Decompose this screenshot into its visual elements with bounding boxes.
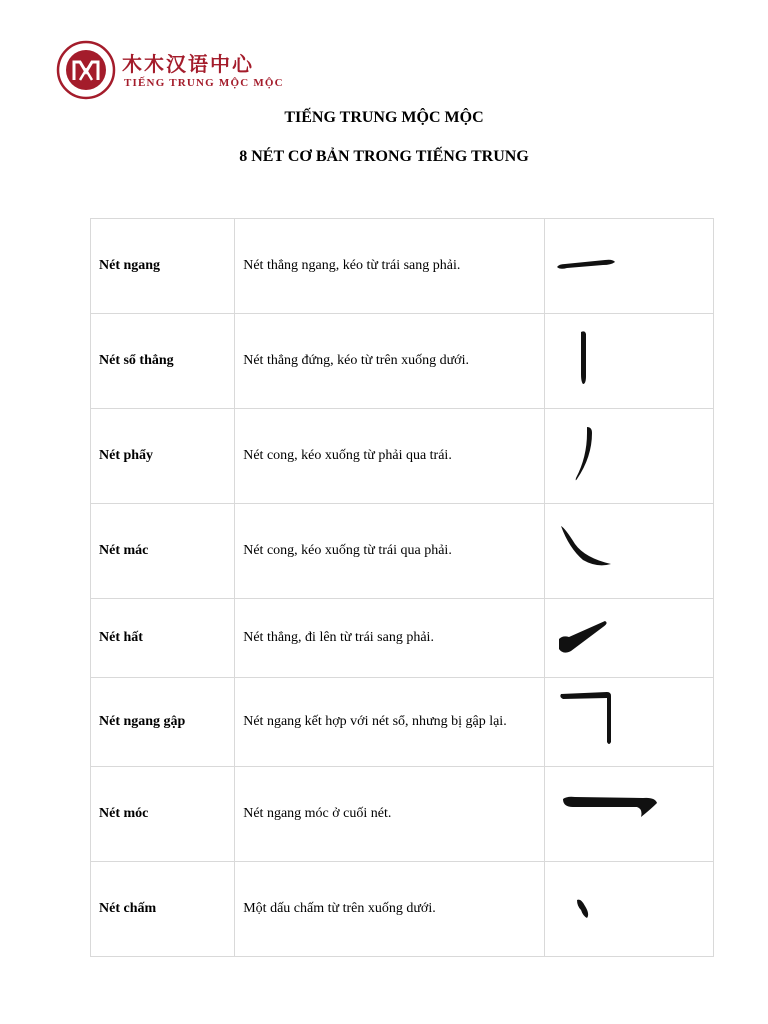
stroke-name: Nét hất <box>91 599 235 678</box>
table-row <box>91 504 714 599</box>
stroke-description: Nét thẳng ngang, kéo từ trái sang phải. <box>235 219 545 314</box>
stroke-description: Nét ngang kết hợp với nét sổ, nhưng bị gập lại. <box>235 678 545 767</box>
stroke-name: Nét phẩy <box>91 409 235 504</box>
table-row <box>91 219 714 314</box>
stroke-description: Nét thẳng đứng, kéo từ trên xuống dưới. <box>235 314 545 409</box>
page-title: TIẾNG TRUNG MỘC MỘC <box>284 109 484 126</box>
right-falling-stroke-icon <box>545 504 709 598</box>
dot-stroke-icon <box>545 862 709 956</box>
stroke-description: Một dấu chấm từ trên xuống dưới. <box>235 862 545 957</box>
table-row <box>91 862 714 957</box>
stroke-name: Nét ngang gập <box>91 678 235 767</box>
vertical-stroke-icon <box>545 314 709 408</box>
stroke-name: Nét ngang <box>91 219 235 314</box>
stroke-description: Nét cong, kéo xuống từ trái qua phải. <box>235 504 545 599</box>
stroke-description: Nét thẳng, đi lên từ trái sang phải. <box>235 599 545 678</box>
stroke-name: Nét chấm <box>91 862 235 957</box>
page-subtitle: 8 NÉT CƠ BẢN TRONG TIẾNG TRUNG <box>239 148 529 165</box>
table-row <box>91 409 714 504</box>
horizontal-hook-stroke-icon <box>545 767 709 861</box>
horizontal-stroke-icon <box>545 219 709 313</box>
logo-vietnamese-text: TIẾNG TRUNG MỘC MỘC <box>124 77 284 89</box>
strokes-table <box>90 218 714 957</box>
table-row <box>91 314 714 409</box>
logo-emblem-icon <box>56 40 116 100</box>
table-row <box>91 599 714 678</box>
left-falling-stroke-icon <box>545 409 709 503</box>
table-row <box>91 767 714 862</box>
rising-stroke-icon <box>545 599 709 677</box>
stroke-description: Nét cong, kéo xuống từ phải qua trái. <box>235 409 545 504</box>
logo-chinese-text: 木木汉语中心 <box>122 52 254 76</box>
horizontal-turn-stroke-icon <box>545 678 709 766</box>
stroke-description: Nét ngang móc ở cuối nét. <box>235 767 545 862</box>
stroke-name: Nét sổ thẳng <box>91 314 235 409</box>
stroke-name: Nét móc <box>91 767 235 862</box>
stroke-name: Nét mác <box>91 504 235 599</box>
logo <box>56 40 296 100</box>
table-row <box>91 678 714 767</box>
